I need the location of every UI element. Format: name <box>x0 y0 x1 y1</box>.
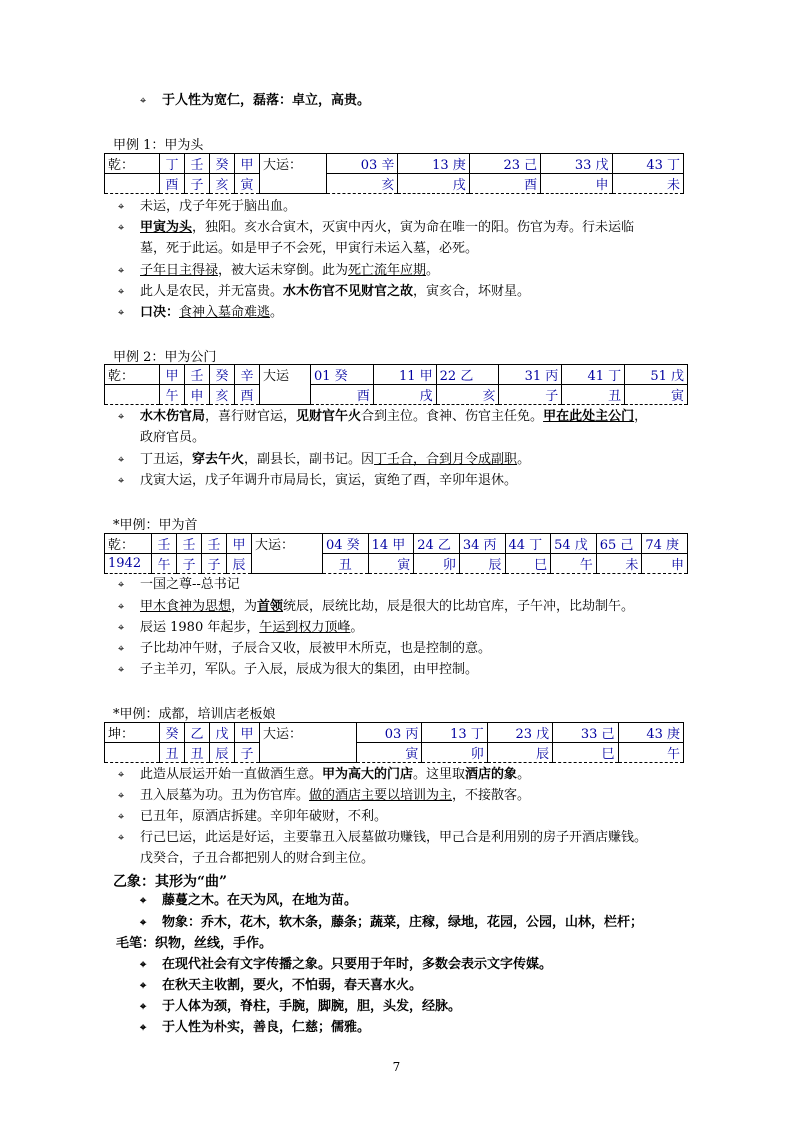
bullet-icon: ⌖ <box>118 810 125 823</box>
ex3-line-3: ⌖ 辰运 1980 年起步，午运到权力顶峰。 <box>118 620 364 635</box>
ex3-line-1: ⌖ 一国之尊--总书记 <box>118 577 240 592</box>
ex1-line-1: ⌖ 未运，戊子年死于脑出血。 <box>118 199 297 214</box>
example3-chart: 乾： 壬 壬 壬 甲 大运： 04 癸 14 甲 24 乙 34 丙 44 丁 54 戊 65 己 74 庚 1942 午 子 子 辰 丑 寅 卯 辰 巳 午 未 申 <box>104 533 688 574</box>
yi-line-6: ⌖ 于人性为朴实，善良，仁慈；儒雅。 <box>140 1020 371 1035</box>
bullet-icon: ⌖ <box>140 979 147 992</box>
bullet-icon: ⌖ <box>140 916 147 929</box>
yi-line-1: ⌖ 藤蔓之木。在天为风，在地为苗。 <box>140 893 358 908</box>
bullet-icon: ⌖ <box>118 621 125 634</box>
yi-title: 乙象：其形为“曲” <box>113 874 228 890</box>
bullet-icon: ⌖ <box>118 600 125 613</box>
yi-line-3: ⌖ 在现代社会有文字传播之象。只要用于年时，多数会表示文字传媒。 <box>140 957 553 972</box>
yi-line-2b: 毛笔：织物，丝线，手作。 <box>116 936 273 951</box>
ex1-line-2: ⌖ 甲寅为头，独阳。亥水合寅木，灭寅中丙火，寅为命在唯一的阳。伤官为寿。行未运临 <box>118 220 635 235</box>
ex4-line-4: ⌖ 行己巳运，此运是好运，主要靠丑入辰墓做功赚钱，甲己合是利用别的房子开酒店赚钱。 <box>118 830 648 845</box>
bullet-icon: ⌖ <box>118 200 125 213</box>
bullet-icon: ⌖ <box>118 768 125 781</box>
bullet-icon: ⌖ <box>140 894 147 907</box>
bullet-icon: ⌖ <box>118 789 125 802</box>
example4-chart: 坤： 癸 乙 戊 甲 大运： 03 丙 13 丁 23 戊 33 己 43 庚 丑 丑 辰 子 寅 卯 辰 巳 午 <box>104 722 684 763</box>
ex3-line-4: ⌖ 子比劫冲午财，子辰合又收，辰被甲木所克，也是控制的意。 <box>118 641 492 656</box>
yi-line-5: ⌖ 于人体为颈，脊柱，手腕，脚腕，胆，头发，经脉。 <box>140 999 462 1014</box>
ex4-line-3: ⌖ 已丑年，原酒店拆建。辛卯年破财，不利。 <box>118 809 388 824</box>
intro-line: ⌖ 于人性为宽仁，磊落：卓立，高贵。 <box>140 93 371 108</box>
example2-chart: 乾： 甲 壬 癸 辛 大运 01 癸 11 甲 22 乙 31 丙 41 丁 51 戊 午 申 亥 酉 酉 戌 亥 子 丑 寅 <box>104 364 688 405</box>
ex3-line-2: ⌖ 甲木食神为思想，为首领统辰，辰统比劫，辰是很大的比劫官库，子午冲，比劫制午。 <box>118 599 635 614</box>
ex2-line-3: ⌖ 戊寅大运，戊子年调升市局局长，寅运，寅绝了酉，辛卯年退休。 <box>118 473 518 488</box>
bullet-icon: ⌖ <box>118 474 125 487</box>
yi-line-2: ⌖ 物象：乔木，花木，软木条，藤条；蔬菜，庄稼，绿地，花园，公园，山林，栏杆； <box>140 915 644 930</box>
ex1-line-2b: 墓，死于此运。如是甲子不会死，甲寅行未运入墓，必死。 <box>140 241 479 256</box>
bullet-icon: ⌖ <box>140 94 147 107</box>
bullet-icon: ⌖ <box>118 306 125 319</box>
bullet-icon: ⌖ <box>118 578 125 591</box>
bullet-icon: ⌖ <box>118 221 125 234</box>
ex2-line-2: ⌖ 丁丑运，穿去午火，副县长，副书记。因丁壬合，合到月令成副职。 <box>118 452 531 467</box>
ex1-line-5: ⌖ 口决：食神入墓命难逃。 <box>118 305 284 320</box>
bullet-icon: ⌖ <box>118 264 125 277</box>
ex2-line-1b: 政府官员。 <box>140 430 206 445</box>
ex2-line-1: ⌖ 水木伤官局，喜行财官运，见财官午火合到主位。食神、伤官主任免。甲在此处主公门， <box>118 409 648 424</box>
bullet-icon: ⌖ <box>118 831 125 844</box>
example2-title: 甲例 2：甲为公门 <box>113 350 217 365</box>
bullet-icon: ⌖ <box>118 663 125 676</box>
ex3-line-5: ⌖ 子主羊刃，军队。子入辰，辰成为很大的集团，由甲控制。 <box>118 662 479 677</box>
ex1-line-4: ⌖ 此人是农民，并无富贵。水木伤官不见财官之故，寅亥合，坏财星。 <box>118 284 531 299</box>
example3-title: *甲例：甲为首 <box>113 518 198 533</box>
page-number: 7 <box>392 1060 401 1074</box>
bullet-icon: ⌖ <box>140 1021 147 1034</box>
bullet-icon: ⌖ <box>118 410 125 423</box>
ex4-line-2: ⌖ 丑入辰墓为功。丑为伤官库。做的酒店主要以培训为主，不接散客。 <box>118 788 531 803</box>
example1-title: 甲例 1：甲为头 <box>113 138 204 153</box>
bullet-icon: ⌖ <box>140 1000 147 1013</box>
bullet-icon: ⌖ <box>140 958 147 971</box>
bullet-icon: ⌖ <box>118 453 125 466</box>
bullet-icon: ⌖ <box>118 285 125 298</box>
ex4-line-1: ⌖ 此造从辰运开始一直做酒生意。甲为高大的门店。这里取酒店的象。 <box>118 767 531 782</box>
ex4-line-4b: 戊癸合，子丑合都把别人的财合到主位。 <box>140 851 375 866</box>
example1-chart: 乾： 丁 壬 癸 甲 大运： 03 辛 13 庚 23 己 33 戊 43 丁 酉 子 亥 寅 亥 戌 酉 申 未 <box>104 153 684 194</box>
example4-title: *甲例：成都，培训店老板娘 <box>113 707 276 722</box>
yi-line-4: ⌖ 在秋天主收割，要火，不怕弱，春天喜水火。 <box>140 978 423 993</box>
bullet-icon: ⌖ <box>118 642 125 655</box>
ex1-line-3: ⌖ 子年日主得禄，被大运未穿倒。此为死亡流年应期。 <box>118 263 440 278</box>
